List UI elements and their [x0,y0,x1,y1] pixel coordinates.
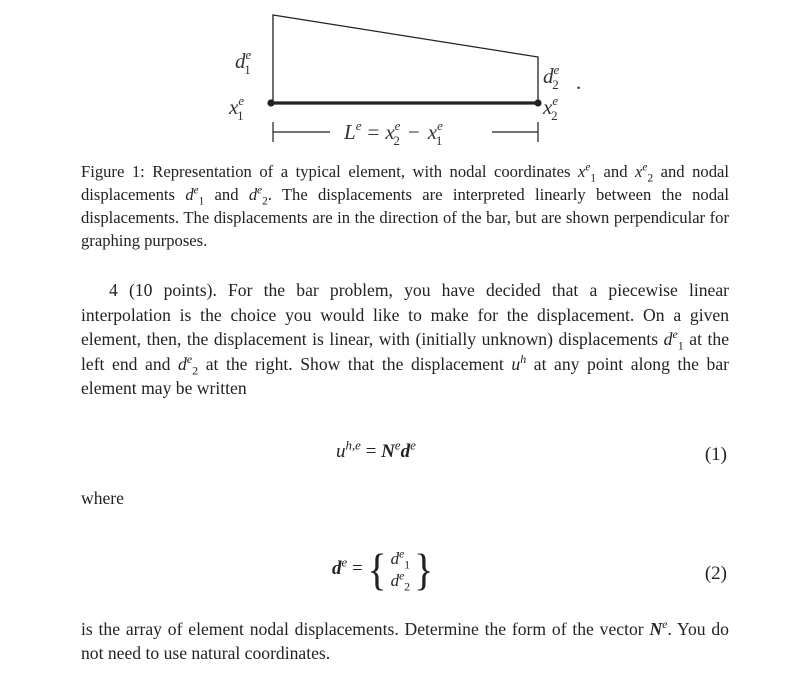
node-1 [267,99,274,106]
equation-2-number: (2) [704,563,727,584]
length-label: $L^e = x^e$ $2 - x^e$ 1 [344,118,443,148]
displacement-outline [273,15,538,103]
equation-1: $u^{h,e} = N^ed^e$ [336,437,416,462]
final-paragraph: is the array of element nodal displacements. Determine the form of the vector $N^e$. You do not need to use natural coordinates. [81,617,729,663]
where-text: where [81,488,124,508]
element-figure [0,0,791,160]
label-dot: . [576,70,582,94]
problem-statement: 4 (10 points). For the bar problem, you have decided that a piecewise linear interpolation is the choice you would like to make for the displacement. On a given element, then, the displacement is linear, with (initially unknown) displacements $d^e_1$ at the left end and $d^e_2$ at the right. Show that the displacement $u^h$ at any point along the bar element may be written [81,280,729,398]
label-d1: $d^e$ 1 [235,47,252,77]
equation-2: $d^e$ = { $d^e_1$ $d^e_2$ } [332,544,434,595]
equation-1-number: (1) [704,444,727,465]
label-x1: $x^e$ 1 [229,93,245,123]
figure-caption: Figure 1: Representation of a typical element, with nodal coordinates $x^e_1$ and $x^e_2$ and nodal displacements $d^e_1$ and $d^e_2$. The displacements are interpreted linearly between the nodal displacements. The displacements are in the direction of the bar, but are shown perpendicular for graphing purposes. [81,161,729,250]
label-x2: $x^e$ 2 [543,93,559,123]
figure-labels [228,47,581,148]
node-2 [534,99,541,106]
label-d2: $d^e$ 2 [543,62,560,92]
